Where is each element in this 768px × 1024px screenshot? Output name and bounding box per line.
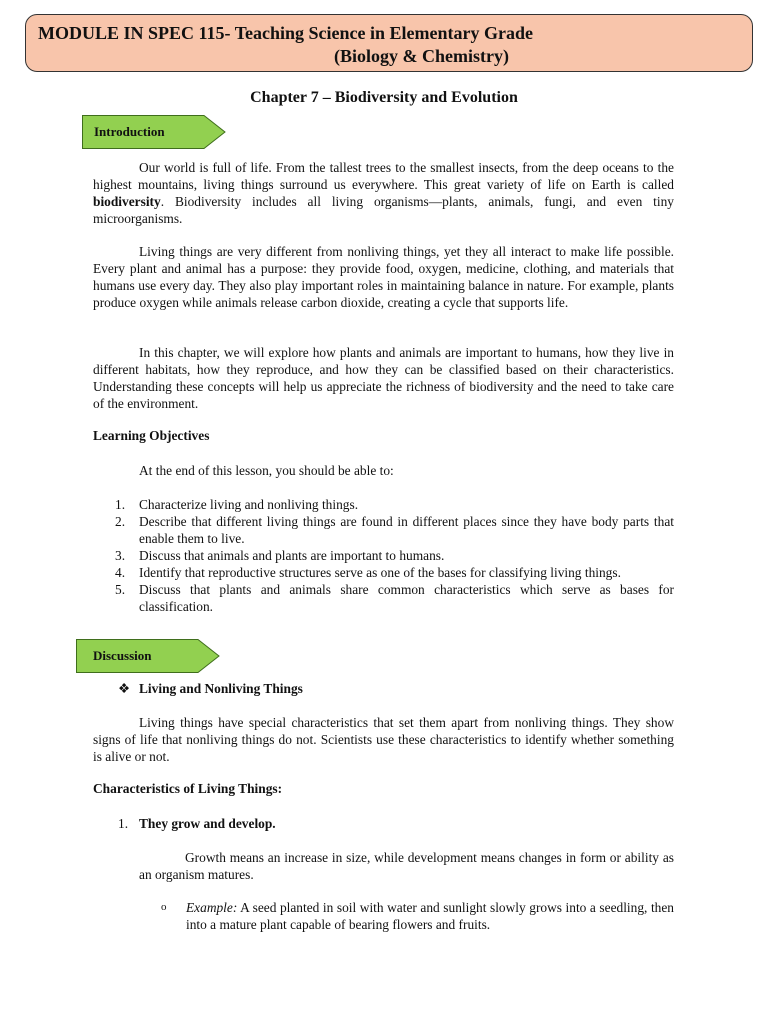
- learning-objectives-heading: Learning Objectives: [93, 428, 210, 443]
- living-nonliving-heading: ❖ Living and Nonliving Things: [118, 681, 303, 696]
- intro-paragraph-1: Our world is full of life. From the tallest trees to the smallest insects, from the deep oceans to the highest mountains, living things surround us everywhere. This great variety of life on Earth is called biodiversity. Biodiversity includes all living organisms—plants, animals, fungi, and even tiny microorganisms.: [93, 160, 674, 226]
- objectives-lead: At the end of this lesson, you should be able to:: [139, 463, 394, 478]
- module-title-line2: (Biology & Chemistry): [334, 46, 509, 66]
- circle-bullet-icon: o: [161, 901, 167, 913]
- discussion-tag-label: Discussion: [93, 648, 152, 663]
- module-title-line1: MODULE IN SPEC 115- Teaching Science in Elementary Grade: [38, 23, 533, 43]
- module-header: [25, 14, 753, 72]
- introduction-tag: [82, 115, 226, 149]
- objective-item: 3. Discuss that animals and plants are important to humans.: [115, 548, 445, 563]
- discussion-paragraph-1: Living things have special characteristics that set them apart from nonliving things. They show signs of life that nonliving things do not. Scientists use these characteristics to identify whether something is alive or not.: [93, 715, 674, 764]
- characteristics-heading: Characteristics of Living Things:: [93, 781, 283, 796]
- objective-item: 2. Describe that different living things are found in different places since they have body parts that enable them to live.: [115, 514, 674, 546]
- objective-item: 1. Characterize living and nonliving things.: [115, 497, 359, 512]
- objectives-list: [93, 496, 674, 615]
- intro-paragraph-3: In this chapter, we will explore how plants and animals are important to humans, how they live in different habitats, how they reproduce, and how they can be classified based on their characteristics. Understanding these concepts will help us appreciate the richness of biodiversity and the need to take care of the environment.: [93, 345, 674, 411]
- growth-paragraph: Growth means an increase in size, while development means changes in form or ability as an organism matures.: [139, 850, 674, 882]
- characteristic-item-1: 1. They grow and develop.: [118, 816, 276, 831]
- chapter-title: Chapter 7 – Biodiversity and Evolution: [250, 89, 518, 106]
- introduction-tag-label: Introduction: [94, 124, 165, 139]
- discussion-tag: [76, 639, 220, 673]
- intro-paragraph-2: Living things are very different from nonliving things, yet they all interact to make life possible. Every plant and animal has a purpose: they provide food, oxygen, medicine, clothing, and materials that humans use every day. They also play important roles in maintaining balance in nature. For example, plants produce oxygen while animals release carbon dioxide, creating a cycle that supports life.: [93, 244, 674, 310]
- objective-item: 5. Discuss that plants and animals share common characteristics which serve as bases for classification.: [115, 582, 674, 614]
- diamond-bullet-icon: ❖: [118, 681, 131, 696]
- biodiversity-term: biodiversity: [93, 194, 161, 209]
- objective-item: 4. Identify that reproductive structures serve as one of the bases for classifying living things.: [115, 565, 621, 580]
- example-item: o Example: A seed planted in soil with water and sunlight slowly grows into a seedling, then into a mature plant capable of bearing flowers and fruits.: [161, 900, 674, 932]
